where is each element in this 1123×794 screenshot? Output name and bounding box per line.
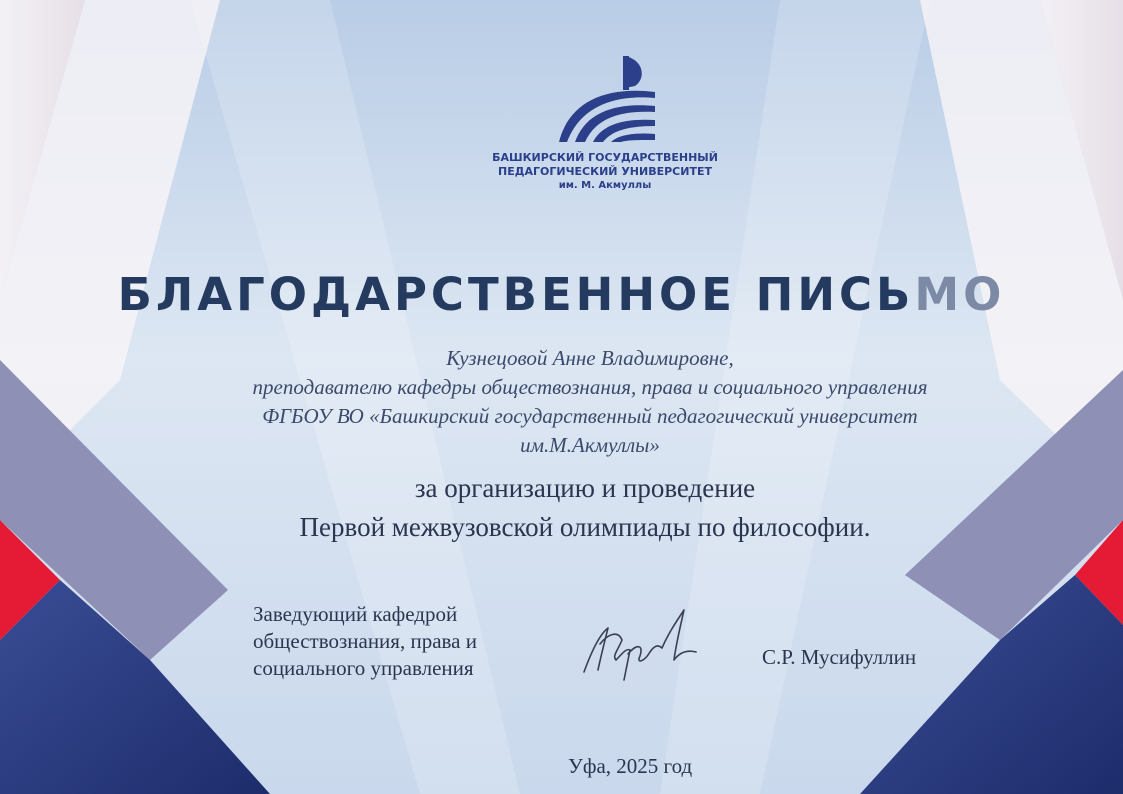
university-logo-icon (555, 52, 660, 144)
signatory-role-line2: обществознания, права и (253, 629, 477, 653)
place-and-year: Уфа, 2025 год (568, 754, 693, 778)
title-tail: МО (914, 268, 1006, 321)
recipient-name: Кузнецовой Анне Владимировне, (446, 346, 734, 370)
signatory-role (253, 601, 477, 682)
title-main: БЛАГОДАРСТВЕННОЕ ПИСЬ (117, 268, 915, 321)
handwritten-signature (578, 604, 708, 686)
university-name-line3: им. М. Акмуллы (558, 180, 652, 191)
recipient-org: ФГБОУ ВО «Башкирский государственный педагогический университет (262, 404, 918, 428)
signatory-role-line1: Заведующий кафедрой (253, 602, 458, 626)
reason-line1: за организацию и проведение (414, 473, 756, 503)
reason-line2: Первой межвузовской олимпиады по философии. (299, 512, 871, 542)
university-name-line2: ПЕДАГОГИЧЕСКИЙ УНИВЕРСИТЕТ (498, 165, 712, 178)
university-name-line1: БАШКИРСКИЙ ГОСУДАРСТВЕННЫЙ (492, 151, 718, 164)
recipient-position: преподавателю кафедры обществознания, права и социального управления (252, 375, 928, 399)
recipient-org-2: им.М.Акмуллы» (520, 433, 660, 457)
document-title (0, 268, 1123, 321)
signatory-name: С.Р. Мусифуллин (762, 645, 917, 669)
signatory-role-line3: социального управления (253, 656, 474, 680)
